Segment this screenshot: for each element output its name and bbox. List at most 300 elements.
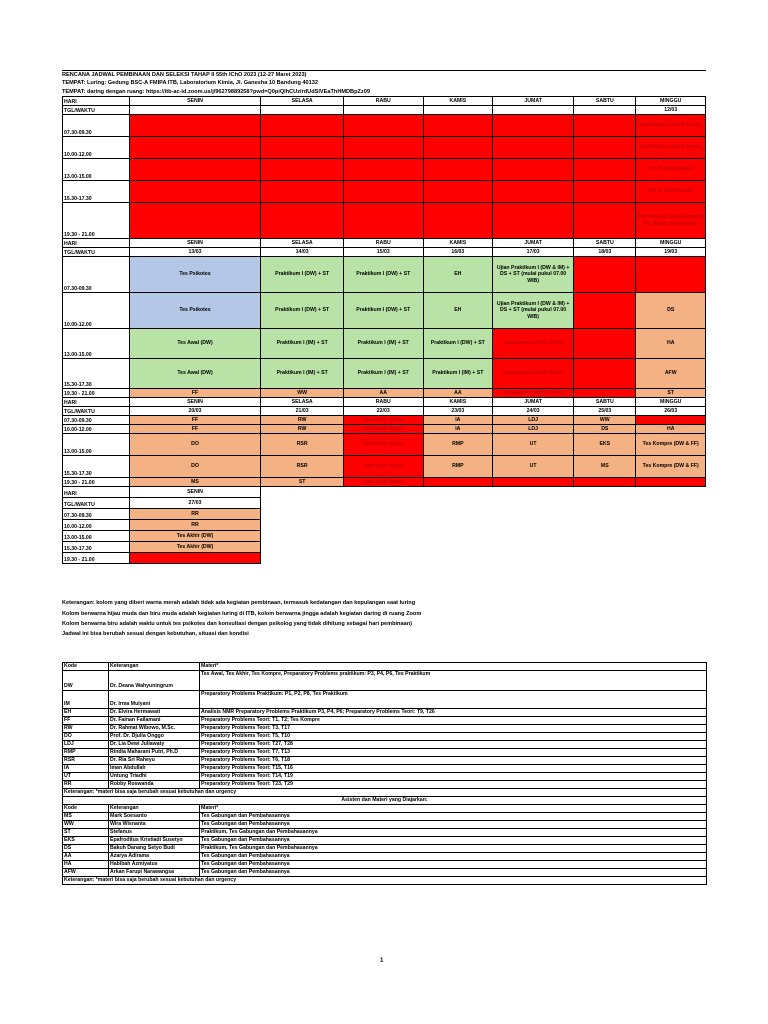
blank [343,498,423,509]
assistant-row [63,860,707,868]
activity-cell [636,416,706,425]
no-activity-cell [574,203,636,239]
column-header: Kode [63,662,109,670]
schedule-row [63,203,706,239]
blank [574,553,636,564]
schedule-row [63,239,706,248]
blank [343,487,423,498]
date-cell: 26/03 [636,407,706,416]
code-note-row [63,788,707,796]
blank [574,498,636,509]
activity-cell: Praktikum I (IM) + ST [261,359,344,389]
schedule-row [63,293,706,329]
material-cell: Preparatory Problems Teori: T3, T17 [200,724,707,732]
header-venue-offline: TEMPAT: Luring: Gedung BSC-A FMIPA ITB, Laboratorium Kimia, Jl. Ganesha 10 Bandung 40132 [62,80,318,87]
activity-cell: RMP [423,434,493,456]
no-activity-cell [423,115,493,137]
activity-cell: FF [129,389,261,398]
no-activity-cell [574,181,636,203]
activity-cell: kepulangan untuk luring [493,359,574,389]
time-label: 07.30-09.30 [63,509,130,520]
code-cell: DS [63,844,109,852]
activity-cell: DS [574,425,636,434]
name-cell: Stefanus [109,828,200,836]
sunday-activity-cell: kedatangan untuk luring [636,137,706,159]
activity-cell: Praktikum I (DW) + ST [423,329,493,359]
day-header: RABU [343,398,423,407]
blank [343,553,423,564]
activity-cell: IA [423,416,493,425]
material-cell: Praktikum, Tes Gabungan dan Pembahasannya [200,844,707,852]
activity-cell: RW [261,425,344,434]
day-header: SELASA [261,398,344,407]
document-page [62,70,706,885]
column-header: Keterangan [109,662,200,670]
code-note: Keterangan: *materi bisa saja berubah sesuai kebutuhan dan urgency [63,788,707,796]
note-line: Kolom berwarna biru adalah waktu untuk tes psikotes dan konsultasi dengan psikolog yang tidak dihitung sebagai hari pembinaan) [62,621,412,628]
day-header: SELASA [261,239,344,248]
activity-cell: Hari Raya Nyepi [343,456,423,478]
schedule-row [63,425,706,434]
name-cell: Dr. Rahmat Wibowo, M.Sc. [109,724,200,732]
schedule-row [63,106,706,115]
date-cell: 13/03 [129,248,261,257]
assistant-row [63,844,707,852]
code-cell: HA [63,860,109,868]
blank [261,509,344,520]
date-cell: 18/03 [574,248,636,257]
activity-cell: Praktikum I (IM) + ST [343,329,423,359]
no-activity-cell [129,203,261,239]
no-activity-cell [343,159,423,181]
blank [261,520,344,531]
activity-cell: HA [636,425,706,434]
day-header: SABTU [574,239,636,248]
activity-cell [493,478,574,487]
activity-cell: RW [261,416,344,425]
day-label: HARI [63,487,130,498]
schedule-row [63,97,706,106]
blank [493,542,574,553]
date-cell: 17/03 [493,248,574,257]
no-activity-cell [261,115,344,137]
blank [261,498,344,509]
assistant-title-row [63,796,707,804]
activity-cell: AA [423,389,493,398]
no-activity-cell [423,181,493,203]
blank [343,542,423,553]
day-label: HARI [63,97,130,106]
activity-cell: Praktikum I (DW) + ST [343,257,423,293]
blank [423,509,493,520]
day-header: SABTU [574,398,636,407]
day-label: HARI [63,239,130,248]
material-cell: Tes Gabungan dan Pembahasannya [200,852,707,860]
no-activity-cell [343,115,423,137]
blank [493,487,574,498]
activity-cell: Praktikum I (IM) + ST [423,359,493,389]
day-header: RABU [343,97,423,106]
code-cell: LDJ [63,740,109,748]
material-cell: Tes Gabungan dan Pembahasannya [200,820,707,828]
no-activity-cell [129,115,261,137]
code-row [63,756,707,764]
assistant-row [63,828,707,836]
blank [574,542,636,553]
assistant-row [63,812,707,820]
material-cell: Preparatory Problems Teori: T27, T28 [200,740,707,748]
blank [574,520,636,531]
date-cell: 27/03 [129,498,261,509]
schedule-row [63,487,706,498]
activity-cell: UT [493,456,574,478]
day-header: JUMAT [493,398,574,407]
code-cell: DO [63,732,109,740]
activity-cell: WW [574,416,636,425]
activity-cell: AFW [636,359,706,389]
time-label: 19.30 - 21.00 [63,553,130,564]
date-cell: 23/03 [423,407,493,416]
blank [493,531,574,542]
blank [636,487,706,498]
day-header: SENIN [129,97,261,106]
blank [574,531,636,542]
code-cell: EKS [63,836,109,844]
assistant-row [63,868,707,876]
time-label: 07.30-09.30 [63,257,130,293]
no-activity-cell [129,137,261,159]
code-row [63,772,707,780]
material-cell: Preparatory Problems Teori: T1, T2; Tes Kompre [200,716,707,724]
activity-cell: ST [636,389,706,398]
code-row [63,716,707,724]
time-label: 13.00-15.00 [63,329,130,359]
date-cell: 25/03 [574,407,636,416]
name-cell: Iman Abdullah [109,764,200,772]
blank [343,509,423,520]
blank [574,487,636,498]
codes-table [62,662,707,885]
schedule-row [63,434,706,456]
schedule-row [63,115,706,137]
name-cell: Bakuh Danang Setyo Budi [109,844,200,852]
activity-cell: Praktikum I (IM) + ST [261,329,344,359]
blank [423,498,493,509]
activity-cell: Tes Kompre (DW & FF) [636,434,706,456]
code-row [63,670,707,690]
time-label: 15.30-17.30 [63,181,130,203]
date-cell: 12/03 [636,106,706,115]
activity-cell: Tes Awal (DW) [129,359,261,389]
code-cell: WW [63,820,109,828]
name-cell: Prof. Dr. Djulia Onggo [109,732,200,740]
no-activity-cell [493,115,574,137]
blank [261,553,344,564]
activity-cell [574,329,636,359]
time-label: 10.00-12.00 [63,137,130,159]
activity-cell: Tes Psikotes [129,293,261,329]
date-label: TGL/WAKTU [63,498,130,509]
no-activity-cell [423,159,493,181]
blank [636,520,706,531]
schedule-row [63,359,706,389]
material-cell: Preparatory Problems Teori: T5, T10 [200,732,707,740]
code-cell: AA [63,852,109,860]
no-activity-cell [493,159,574,181]
schedule-table [62,96,706,564]
date-cell: 24/03 [493,407,574,416]
activity-cell: Hari Raya Nyepi [343,416,423,425]
activity-cell: MS [574,456,636,478]
date-cell: 22/03 [343,407,423,416]
date-cell [129,106,261,115]
sunday-activity-cell: Pembukaan (secara zoom) Pk. Rapat Pengarahan [636,203,706,239]
date-cell [493,106,574,115]
no-activity-cell [261,137,344,159]
activity-cell: Hari Raya Nyepi [343,434,423,456]
schedule-row [63,553,706,564]
material-cell: Preparatory Problems Praktikum: P1, P2, P8, Tes Praktikum [200,690,707,708]
name-cell: Dr. Lia Dewi Juliawaty [109,740,200,748]
no-activity-cell [343,181,423,203]
activity-cell: ST [261,478,344,487]
activity-cell: Tes Psikotes [129,257,261,293]
date-cell: 14/03 [261,248,344,257]
activity-cell: RR [129,509,261,520]
activity-cell: RSR [261,434,344,456]
sunday-activity-cell: cek in hotel/wisma [636,159,706,181]
activity-cell: Hari Raya Nyepi [343,425,423,434]
activity-cell: Tes Akhir (DW) [129,542,261,553]
blank [423,553,493,564]
assistant-row [63,836,707,844]
activity-cell: Praktikum I (DW) + ST [343,293,423,329]
date-cell: 15/03 [343,248,423,257]
activity-cell: EKS [574,434,636,456]
code-row [63,690,707,708]
name-cell: Azarya Adirama [109,852,200,860]
material-cell: Preparatory Problems Teori: T15, T16 [200,764,707,772]
activity-cell: kepulangan untuk luring [493,329,574,359]
day-header: KAMIS [423,97,493,106]
activity-cell: Ujian Praktikum I (DW & IM) + DS + ST (mulai pukul 07.00 WIB) [493,257,574,293]
activity-cell: DS [636,293,706,329]
code-row [63,732,707,740]
material-cell: Tes Gabungan dan Pembahasannya [200,868,707,876]
day-header: SABTU [574,97,636,106]
schedule-row [63,398,706,407]
date-cell [261,106,344,115]
activity-cell [423,478,493,487]
name-cell: Dr. Irma Mulyani [109,690,200,708]
date-cell: 16/03 [423,248,493,257]
material-cell: Tes Gabungan dan Pembahasannya [200,860,707,868]
blank [423,531,493,542]
code-row [63,708,707,716]
activity-cell: HA [636,329,706,359]
activity-cell: MS [129,478,261,487]
date-cell [574,106,636,115]
code-cell: AFW [63,868,109,876]
blank [493,553,574,564]
assistant-note: Keterangan: *materi bisa saja berubah sesuai kebutuhan dan urgency [63,876,707,884]
activity-cell: EH [423,257,493,293]
schedule-row [63,389,706,398]
time-label: 13.00-15.00 [63,531,130,542]
date-cell [343,106,423,115]
time-label: 07.30-09.30 [63,115,130,137]
blank [574,509,636,520]
material-cell: Tes Gabungan dan Pembahasannya [200,836,707,844]
code-cell: UT [63,772,109,780]
activity-cell: Tes Awal (DW) [129,329,261,359]
document-header [62,70,706,96]
date-cell: 21/03 [261,407,344,416]
date-label: TGL/WAKTU [63,248,130,257]
note-line: Keterangan: kolom yang diberi warna merah adalah tidak ada kegiatan pembinaan, termasuk kedatangan dan kepulangan saat luring [62,600,416,607]
day-header: JUMAT [493,239,574,248]
time-label: 07.30-09.30 [63,416,130,425]
date-cell: 19/03 [636,248,706,257]
blank [423,487,493,498]
time-label: 10.00-12.00 [63,293,130,329]
blank [261,487,344,498]
column-header: Kode [63,804,109,812]
time-label: 10.00-12.00 [63,425,130,434]
code-cell: RR [63,780,109,788]
schedule-row [63,509,706,520]
code-cell: IA [63,764,109,772]
name-cell: Epafroditus Kristiadi Susetyo [109,836,200,844]
no-activity-cell [129,159,261,181]
assistant-title: Asisten dan Materi yang Diajarkan: [63,796,707,804]
activity-cell: kepulangan untuk luring [493,389,574,398]
code-cell: ST [63,828,109,836]
schedule-row [63,416,706,425]
material-cell: Praktikum, Tes Gabungan dan Pembahasannya [200,828,707,836]
name-cell: Rindia Maharani Putri, Ph.D [109,748,200,756]
code-row [63,748,707,756]
column-header: Materi* [200,662,707,670]
assistant-row [63,820,707,828]
schedule-notes [62,598,706,640]
time-label: 13.00-15.00 [63,434,130,456]
header-venue-online: TEMPAT: daring dengan ruang: https://itb-ac-id.zoom.us/j/96279889258?pwd=Q0piQlhCUzlrdUdSlVEaThHMDBpZz09 [62,88,370,95]
code-row [63,780,707,788]
assistant-header-row [63,804,707,812]
activity-cell: IA [423,425,493,434]
activity-cell: Tes Akhir (DW) [129,531,261,542]
activity-cell: AA [343,389,423,398]
day-header: SELASA [261,97,344,106]
activity-cell: RSR [261,456,344,478]
activity-cell: DO [129,456,261,478]
code-cell: RMP [63,748,109,756]
day-header: MINGGU [636,97,706,106]
time-label: 15.30-17.30 [63,542,130,553]
code-cell: DW [63,670,109,690]
activity-cell: Praktikum I (DW) + ST [261,293,344,329]
name-cell: Arkan Farupi Narawangsa [109,868,200,876]
name-cell: Dr. Ria Sri Raheyu [109,756,200,764]
time-label: 15.30-17.30 [63,456,130,478]
no-activity-cell [423,137,493,159]
material-cell: Preparatory Problems Teori: T14, T19 [200,772,707,780]
no-activity-cell [343,137,423,159]
activity-cell [636,257,706,293]
column-header: Keterangan [109,804,200,812]
name-cell: Wira Wisnanta [109,820,200,828]
day-header: SENIN [129,487,261,498]
column-header: Materi* [200,804,707,812]
no-activity-cell [574,159,636,181]
name-cell: Habibah Azmiyatus [109,860,200,868]
code-row [63,764,707,772]
no-activity-cell [493,181,574,203]
activity-cell: FF [129,425,261,434]
day-header: MINGGU [636,239,706,248]
blank [423,542,493,553]
schedule-row [63,407,706,416]
no-activity-cell [574,137,636,159]
day-label: HARI [63,398,130,407]
activity-cell: RR [129,520,261,531]
schedule-row [63,520,706,531]
blank [493,509,574,520]
day-header: KAMIS [423,398,493,407]
activity-cell: LDJ [493,416,574,425]
blank [636,542,706,553]
code-cell: FF [63,716,109,724]
day-header: SENIN [129,398,261,407]
activity-cell: WW [261,389,344,398]
code-row [63,740,707,748]
code-cell: IM [63,690,109,708]
activity-cell: Hari Raya Nyepi [343,478,423,487]
time-label: 15.30-17.30 [63,359,130,389]
code-cell: EH [63,708,109,716]
blank [636,498,706,509]
date-cell [423,106,493,115]
name-cell: Untung Triadhi [109,772,200,780]
no-activity-cell [343,203,423,239]
date-label: TGL/WAKTU [63,106,130,115]
activity-cell: DO [129,434,261,456]
no-activity-cell [261,159,344,181]
code-cell: RSR [63,756,109,764]
sunday-activity-cell: kedatangan untuk luring [636,115,706,137]
blank [636,531,706,542]
name-cell: Dr. Elvira Hermawati [109,708,200,716]
schedule-row [63,542,706,553]
no-activity-cell [261,181,344,203]
blank [343,531,423,542]
activity-cell: Tes Kompre (DW & FF) [636,456,706,478]
schedule-row [63,248,706,257]
activity-cell [574,293,636,329]
no-activity-cell [129,181,261,203]
page-number: 1 [380,958,384,964]
time-label: 10.00-12.00 [63,520,130,531]
schedule-row [63,456,706,478]
activity-cell [129,553,261,564]
blank [493,520,574,531]
time-label: 19.30 - 21.00 [63,478,130,487]
time-label: 19.30 - 21.00 [63,203,130,239]
day-header: JUMAT [493,97,574,106]
note-line: Kolom berwarna hijau muda dan biru muda adalah kegiatan luring di ITB, kolom berwarna jingga adalah kegiatan daring di ruang Zoom [62,610,422,617]
material-cell: Preparatory Problems Teori: T23, T29 [200,780,707,788]
